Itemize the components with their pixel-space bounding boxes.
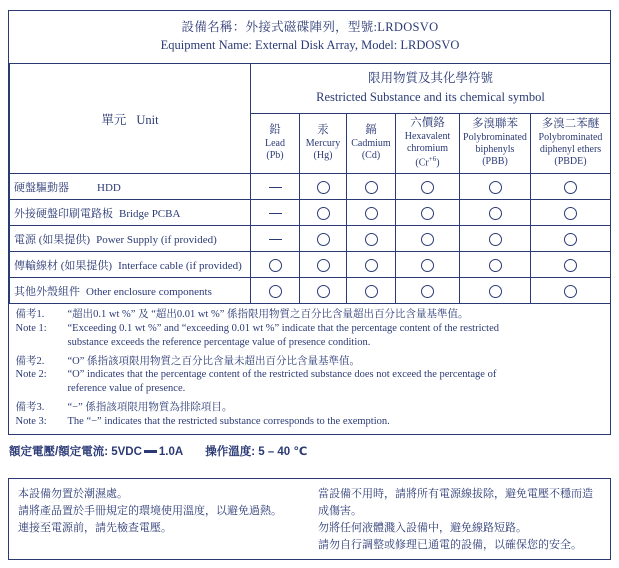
cell-circle-mark	[347, 174, 396, 200]
cell-circle-mark	[460, 278, 531, 304]
cell-circle-mark	[396, 174, 460, 200]
safety-warning-box	[8, 478, 611, 560]
note-line	[16, 368, 605, 382]
cell-circle-mark	[300, 200, 347, 226]
cell-circle-mark	[460, 174, 531, 200]
substance-symbol: (PBB)	[482, 156, 508, 168]
table-row	[10, 252, 611, 278]
substance-symbol: (Cd)	[361, 150, 381, 162]
substance-name-zh: 鎘	[365, 123, 377, 136]
unit-header	[10, 64, 251, 174]
row-label-zh: 其他外殼組件	[14, 285, 80, 298]
row-label-zh: 電源 (如果提供)	[14, 233, 91, 246]
note-text-en: The “−” indicates that the restricted substance corresponds to the exemption.	[67, 416, 390, 428]
warning-text: 請將產品置於手冊規定的環境使用溫度，以避免過熱。	[18, 505, 282, 518]
row-label-en: Bridge PCBA	[119, 207, 181, 220]
note-line	[16, 401, 605, 415]
notes-row	[10, 304, 611, 434]
warning-text: 請勿自行調整或修理已通電的設備，以確保您的安全。	[318, 539, 582, 552]
rohs-table-container	[8, 10, 611, 435]
circle-icon	[489, 207, 502, 220]
cell-circle-mark	[347, 252, 396, 278]
note-line	[16, 355, 605, 369]
note-text-en-continued: reference value of presence.	[67, 383, 186, 395]
title-row	[10, 11, 611, 64]
row-label-en: Power Supply (if provided)	[96, 233, 217, 246]
note-text-zh: “O” 係指該項限用物質之百分比含量未超出百分比含量基準值。	[67, 355, 361, 367]
circle-icon	[421, 259, 434, 272]
circle-icon	[489, 285, 502, 298]
circle-icon	[365, 207, 378, 220]
rohs-table	[9, 11, 611, 434]
circle-icon	[421, 207, 434, 220]
cell-circle-mark	[347, 226, 396, 252]
note-line	[16, 308, 605, 322]
row-label	[10, 278, 251, 304]
warning-column-right	[309, 486, 610, 559]
restricted-substance-header-zh: 限用物質及其化學符號	[367, 71, 493, 86]
circle-icon	[564, 207, 577, 220]
substance-header-lead	[251, 113, 300, 173]
cell-circle-mark	[460, 252, 531, 278]
substance-symbol: (Hg)	[313, 150, 333, 162]
note-block	[16, 355, 605, 397]
circle-icon	[564, 285, 577, 298]
circle-icon	[365, 181, 378, 194]
row-label-en: HDD	[97, 181, 121, 194]
table-row	[10, 200, 611, 226]
substance-name-en: Hexavalent chromium	[404, 131, 451, 155]
dc-symbol-icon	[144, 450, 157, 453]
circle-icon	[365, 259, 378, 272]
substance-symbol: (PBDE)	[554, 156, 587, 168]
row-label	[10, 226, 251, 252]
document-title-zh: 設備名稱：外接式磁碟陣列，型號:LRDOSVO	[181, 20, 439, 34]
cell-circle-mark	[251, 252, 300, 278]
cell-circle-mark	[300, 226, 347, 252]
substance-symbol: $(Cr^{+6})$	[415, 154, 440, 169]
note-tag-zh: 備考3.	[15, 402, 45, 414]
cell-circle-mark	[531, 200, 611, 226]
circle-icon	[421, 285, 434, 298]
substance-name-zh: 汞	[317, 123, 329, 136]
table-row	[10, 174, 611, 200]
substance-name-en: Mercury	[305, 138, 341, 150]
document-title-en: Equipment Name: External Disk Array, Model: LRDOSVO	[160, 38, 460, 53]
note-tag-en: Note 2:	[15, 369, 47, 381]
row-label-zh: 外接硬盤印刷電路板	[14, 207, 113, 220]
substance-name-zh: 六價鉻	[410, 116, 445, 129]
row-label	[10, 200, 251, 226]
operating-temperature: 操作溫度: 5 – 40 ℃	[205, 446, 308, 458]
circle-icon	[365, 233, 378, 246]
cell-circle-mark	[531, 252, 611, 278]
cell-dash-mark	[251, 226, 300, 252]
note-text-zh: “−” 係指該項限用物質為排除項目。	[67, 402, 233, 414]
dash-icon	[269, 239, 282, 240]
substance-name-en: Polybrominated biphenyls	[463, 132, 527, 156]
row-label-en: Interface cable (if provided)	[118, 259, 242, 272]
cell-circle-mark	[251, 278, 300, 304]
cell-dash-mark	[251, 200, 300, 226]
restricted-substance-header-en: Restricted Substance and its chemical symbol	[316, 90, 545, 104]
cell-circle-mark	[396, 278, 460, 304]
rating-current: 1.0A	[158, 446, 184, 458]
cell-circle-mark	[300, 252, 347, 278]
cell-circle-mark	[300, 174, 347, 200]
cell-circle-mark	[531, 174, 611, 200]
circle-icon	[269, 259, 282, 272]
cell-circle-mark	[396, 226, 460, 252]
circle-icon	[317, 285, 330, 298]
note-tag-zh: 備考2.	[15, 355, 45, 367]
rating-line	[9, 443, 307, 459]
circle-icon	[269, 285, 282, 298]
substance-header-pbb	[460, 113, 531, 173]
circle-icon	[317, 233, 330, 246]
note-text-en: “O” indicates that the percentage content of the restricted substance does not exceed the percentage of	[67, 369, 497, 381]
substance-name-zh: 多溴聯苯	[472, 117, 518, 130]
cell-circle-mark	[396, 252, 460, 278]
note-tag-en: Note 1:	[15, 322, 47, 334]
note-text-en: “Exceeding 0.1 wt %” and “exceeding 0.01 wt %” indicate that the percentage content of the restricted	[67, 322, 499, 334]
unit-header-zh: 單元	[101, 112, 127, 127]
notes-list	[16, 308, 605, 429]
cell-circle-mark	[396, 200, 460, 226]
dash-icon	[269, 213, 282, 214]
cell-circle-mark	[531, 278, 611, 304]
substance-name-en: Polybrominated diphenyl ethers	[538, 132, 603, 156]
warning-text: 當設備不用時，請將所有電源線拔除，避免電壓不穩而造成傷害。	[318, 488, 593, 518]
note-line	[16, 322, 605, 336]
circle-icon	[365, 285, 378, 298]
circle-icon	[564, 181, 577, 194]
circle-icon	[317, 259, 330, 272]
table-row	[10, 226, 611, 252]
note-block	[16, 401, 605, 429]
substance-name-en: Cadmium	[351, 138, 391, 150]
circle-icon	[421, 181, 434, 194]
rating-label: 額定電壓/額定電流: 5VDC	[9, 446, 142, 458]
row-label-zh: 傳輸線材 (如果提供)	[14, 259, 113, 272]
warning-text: 連接至電源前，請先檢查電壓。	[18, 522, 172, 535]
substance-name-zh: 鉛	[269, 123, 281, 136]
notes-container	[10, 304, 611, 434]
substance-name-zh: 多溴二苯醚	[541, 117, 600, 130]
substance-header-cadmium	[347, 113, 396, 173]
cell-circle-mark	[531, 226, 611, 252]
cell-circle-mark	[347, 200, 396, 226]
table-row	[10, 278, 611, 304]
row-label-en: Other enclosure components	[86, 285, 212, 298]
note-tag-en: Note 3:	[15, 416, 47, 428]
unit-header-en: Unit	[136, 112, 159, 127]
document-title	[10, 11, 611, 64]
group-header-row	[10, 64, 611, 114]
cell-circle-mark	[347, 278, 396, 304]
cell-circle-mark	[460, 200, 531, 226]
substance-symbol: (Pb)	[266, 150, 284, 162]
restricted-substance-header	[251, 64, 611, 114]
substance-name-en: Lead	[265, 138, 285, 150]
note-text-zh: “超出0.1 wt %” 及 “超出0.01 wt %” 係指限用物質之百分比含量超出百分比含量基準值。	[67, 309, 469, 321]
substance-header-hexavalent-chromium	[396, 113, 460, 173]
circle-icon	[489, 259, 502, 272]
note-tag-zh: 備考1.	[15, 309, 45, 321]
warning-column-left	[9, 486, 309, 559]
circle-icon	[317, 181, 330, 194]
cell-dash-mark	[251, 174, 300, 200]
cell-circle-mark	[460, 226, 531, 252]
circle-icon	[489, 181, 502, 194]
circle-icon	[564, 259, 577, 272]
circle-icon	[564, 233, 577, 246]
substance-header-pbde	[531, 113, 611, 173]
circle-icon	[421, 233, 434, 246]
warning-text: 勿將任何液體濺入設備中，避免線路短路。	[318, 522, 527, 535]
substance-header-mercury	[300, 113, 347, 173]
note-text-en-continued: substance exceeds the reference percentage value of presence condition.	[67, 336, 371, 348]
rohs-data-rows	[10, 174, 611, 304]
note-line	[16, 415, 605, 429]
dash-icon	[269, 187, 282, 188]
warning-text: 本設備勿置於潮濕處。	[18, 488, 128, 500]
row-label-zh: 硬盤驅動器	[14, 181, 69, 194]
circle-icon	[489, 233, 502, 246]
cell-circle-mark	[300, 278, 347, 304]
row-label	[10, 174, 251, 200]
row-label	[10, 252, 251, 278]
circle-icon	[317, 207, 330, 220]
note-block	[16, 308, 605, 350]
